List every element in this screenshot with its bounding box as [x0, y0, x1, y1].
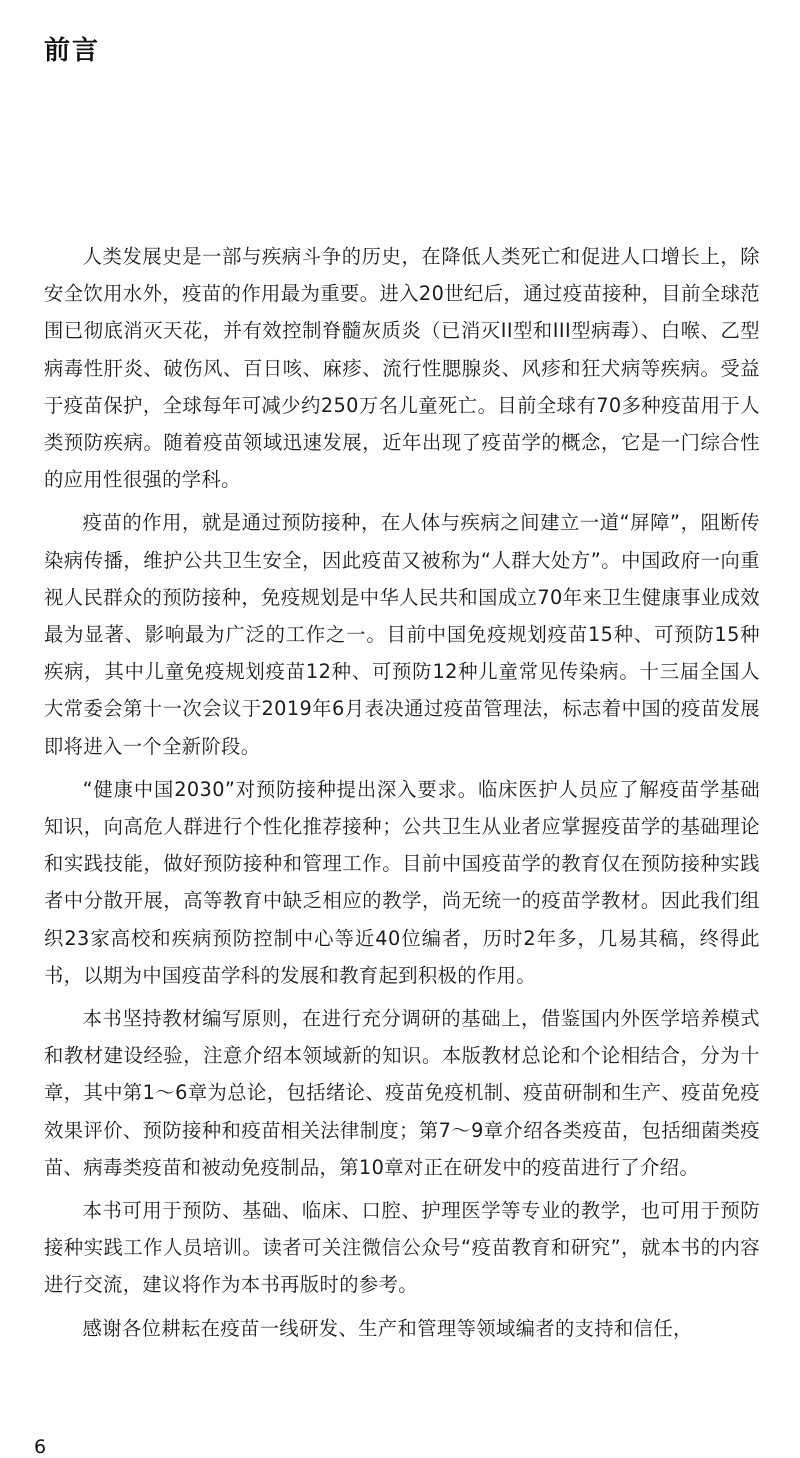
body-text — [44, 238, 760, 1353]
page-title: 前言 — [44, 36, 101, 66]
page-number: 6 — [34, 1436, 47, 1458]
paragraph-2: 疫苗的作用，就是通过预防接种，在人体与疾病之间建立一道“屏障”，阻断传染病传播，维护公共卫生安全，因此疫苗又被称为“人群大处方”。中国政府一向重视人民群众的预防接种，免疫规划是中华人民共和国成立70年来卫生健康事业成效最为显著、影响最为广泛的工作之一。目前中国免疫规划疫苗15种、可预防15种疾病，其中儿童免疫规划疫苗12种、可预防12种儿童常见传染病。十三届全国人大常委会第十一次会议于2019年6月表决通过疫苗管理法，标志着中国的疫苗发展即将进入一个全新阶段。 — [44, 511, 760, 758]
paragraph-1: 人类发展史是一部与疾病斗争的历史，在降低人类死亡和促进人口增长上，除安全饮用水外，疫苗的作用最为重要。进入20世纪后，通过疫苗接种，目前全球范围已彻底消灭天花，并有效控制脊髓灰质炎（已消灭II型和III型病毒）、白喉、乙型病毒性肝炎、破伤风、百日咳、麻疹、流行性腮腺炎、风疹和狂犬病等疾病。受益于疫苗保护，全球每年可减少约250万名儿童死亡。目前全球有70多种疫苗用于人类预防疾病。随着疫苗领域迅速发展，近年出现了疫苗学的概念，它是一门综合性的应用性很强的学科。 — [44, 245, 760, 492]
paragraph-5: 本书可用于预防、基础、临床、口腔、护理医学等专业的教学，也可用于预防接种实践工作人员培训。读者可关注微信公众号“疫苗教育和研究”，就本书的内容进行交流，建议将作为本书再版时的参考。 — [44, 1199, 760, 1297]
paragraph-6: 感谢各位耕耘在疫苗一线研发、生产和管理等领域编者的支持和信任， — [82, 1316, 693, 1340]
paragraph-4: 本书坚持教材编写原则，在进行充分调研的基础上，借鉴国内外医学培养模式和教材建设经验，注意介绍本领域新的知识。本版教材总论和个论相结合，分为十章，其中第1～6章为总论，包括绪论、疫苗免疫机制、疫苗研制和生产、疫苗免疫效果评价、预防接种和疫苗相关法律制度；第7～9章介绍各类疫苗，包括细菌类疫苗、病毒类疫苗和被动免疫制品，第10章对正在研发中的疫苗进行了介绍。 — [44, 1007, 760, 1179]
paragraph-3: “健康中国2030”对预防接种提出深入要求。临床医护人员应了解疫苗学基础知识，向高危人群进行个性化推荐接种；公共卫生从业者应掌握疫苗学的基础理论和实践技能，做好预防接种和管理工作。目前中国疫苗学的教育仅在预防接种实践者中分散开展，高等教育中缺乏相应的教学，尚无统一的疫苗学教材。因此我们组织23家高校和疾病预防控制中心等近40位编者，历时2年多，几易其稿，终得此书，以期为中国疫苗学科的发展和教育起到积极的作用。 — [44, 777, 760, 987]
